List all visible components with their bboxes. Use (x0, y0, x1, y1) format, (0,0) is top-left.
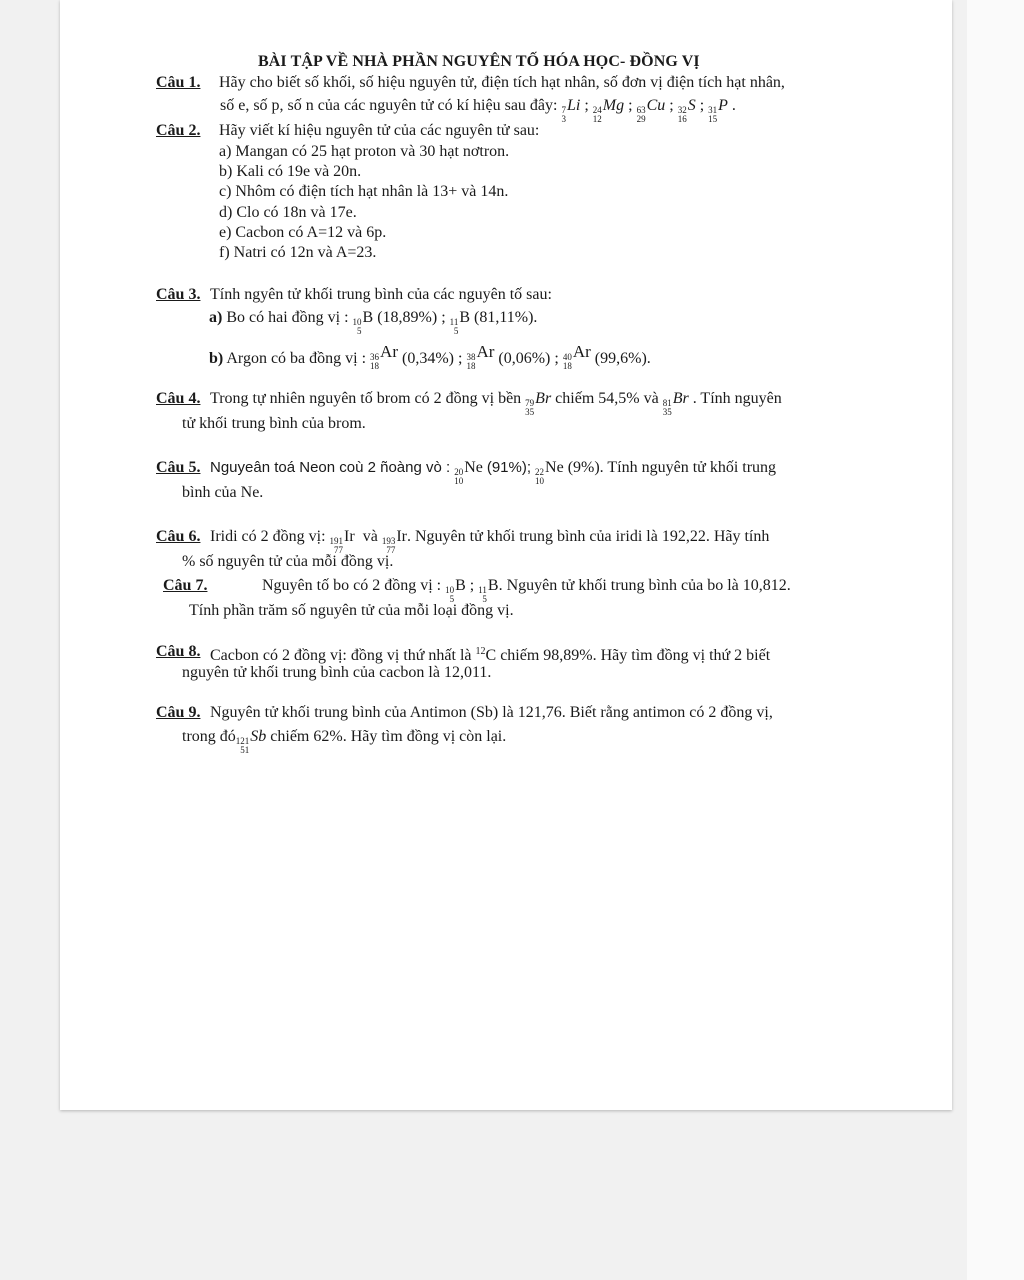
question-label: Câu 1. (156, 74, 201, 91)
question-label: Câu 6. (156, 528, 201, 545)
isotope-symbol: 193 77 Ir (381, 528, 407, 555)
isotope-symbol: 191 77 Ir (329, 528, 355, 555)
question-text-line2: Tính phần trăm số nguyên tử của mỗi loại đồng vị. (189, 602, 514, 619)
isotope-symbol: 40 18 Ar (562, 342, 591, 371)
page-title: BÀI TẬP VỀ NHÀ PHẦN NGUYÊN TỐ HÓA HỌC- ĐỒNG VỊ (258, 53, 700, 70)
isotope-symbol: 24 12 Mg (592, 97, 625, 124)
list-item: b) Kali có 19e và 20n. (219, 163, 362, 180)
question-text: Cacbon có 2 đồng vị: đồng vị thứ nhất là $^{12}$C chiếm 98,89%. Hãy tìm đồng vị thứ 2 biết (210, 646, 771, 664)
isotope-symbol: 32 16 S (677, 97, 696, 124)
list-item: c) Nhôm có điện tích hạt nhân là 13+ và 14n. (219, 183, 509, 200)
isotope-symbol: 11 5 B (478, 577, 499, 604)
sub-question-a: a) Bo có hai đồng vị : 10 5 B (18,89%) ; 11 5 B (81,11%). (209, 309, 538, 336)
isotope-symbol: 79 35 Br (525, 390, 552, 417)
question-text-line2: % số nguyên tử của mỗi đồng vị. (182, 553, 394, 570)
isotope-symbol: 31 15 P (708, 97, 728, 124)
question-label: Câu 7. (163, 577, 208, 594)
list-item: f) Natri có 12n và A=23. (219, 244, 377, 261)
isotope-symbol: 121 51 Sb (235, 728, 267, 755)
question-text: Hãy viết kí hiệu nguyên tử của các nguyên tử sau: (219, 122, 540, 139)
isotope-symbol: 11 5 B (449, 309, 470, 336)
list-item: e) Cacbon có A=12 và 6p. (219, 224, 387, 241)
question-text-line2: bình của Ne. (182, 484, 264, 501)
question-label: Câu 4. (156, 390, 201, 407)
isotope-symbol: 10 5 B (445, 577, 466, 604)
question-text: Hãy cho biết số khối, số hiệu nguyên tử, điện tích hạt nhân, số đơn vị điện tích hạt nhân, (219, 74, 785, 91)
isotope-symbol: 22 10 Ne (535, 459, 564, 486)
isotope-symbol: 7 3 Li (561, 97, 581, 124)
isotope-symbol: 63 29 Cu (636, 97, 666, 124)
question-text-line2: tử khối trung bình của brom. (182, 415, 366, 432)
viewer-scroll-gutter[interactable] (967, 0, 1024, 1280)
isotope-symbol: 36 18 Ar (370, 342, 398, 371)
question-text: Nguyên tử khối trung bình của Antimon (Sb) là 121,76. Biết rằng antimon có 2 đồng vị, (210, 704, 773, 721)
isotope-symbol: 38 18 Ar (466, 342, 495, 371)
question-label: Câu 9. (156, 704, 201, 721)
isotope-symbol: 10 5 B (352, 309, 374, 336)
isotope-symbol: 20 10 Ne (454, 459, 483, 486)
question-label: Câu 8. (156, 643, 201, 660)
document-page (60, 0, 952, 1110)
question-text-line2: số e, số p, số n của các nguyên tử có kí hiệu sau đây: 7 3 Li ; 24 12 Mg ; 63 29 Cu ; 32 16 S ; 31 15 P . (220, 97, 736, 124)
question-text-line2: trong đó 121 51 Sb chiếm 62%. Hãy tìm đồng vị còn lại. (182, 728, 507, 755)
question-text: Nguyeân toá Neon coù 2 ñoàng vò : 20 10 Ne (91%); 22 10 Ne (9%). Tính nguyên tử khối trung (210, 459, 777, 486)
question-text: Trong tự nhiên nguyên tố brom có 2 đồng vị bền 79 35 Br chiếm 54,5% và 81 35 Br . Tính nguyên (210, 390, 782, 417)
sub-question-b: b) Argon có ba đồng vị : 36 18 Ar (0,34%) ; 38 18 Ar (0,06%) ; 40 18 Ar (99,6%). (209, 342, 651, 371)
list-item: a) Mangan có 25 hạt proton và 30 hạt nơtron. (219, 143, 510, 160)
question-text: Nguyên tố bo có 2 đồng vị : 10 5 B ; 11 5 B. Nguyên tử khối trung bình của bo là 10,812. (262, 577, 791, 604)
question-label: Câu 5. (156, 459, 201, 476)
question-label: Câu 2. (156, 122, 201, 139)
question-text: số e, số p, số n của các nguyên tử có kí hiệu sau đây: (220, 97, 558, 114)
isotope-symbol: 81 35 Br (662, 390, 689, 417)
question-text: Tính ngyên tử khối trung bình của các nguyên tố sau: (210, 286, 552, 303)
question-text-line2: nguyên tử khối trung bình của cacbon là 12,011. (182, 664, 492, 681)
question-label: Câu 3. (156, 286, 201, 303)
question-text: Iridi có 2 đồng vị: 191 77 Ir và 193 77 Ir. Nguyên tử khối trung bình của iridi là 192,22. Hãy tính (210, 528, 770, 555)
list-item: d) Clo có 18n và 17e. (219, 204, 357, 221)
